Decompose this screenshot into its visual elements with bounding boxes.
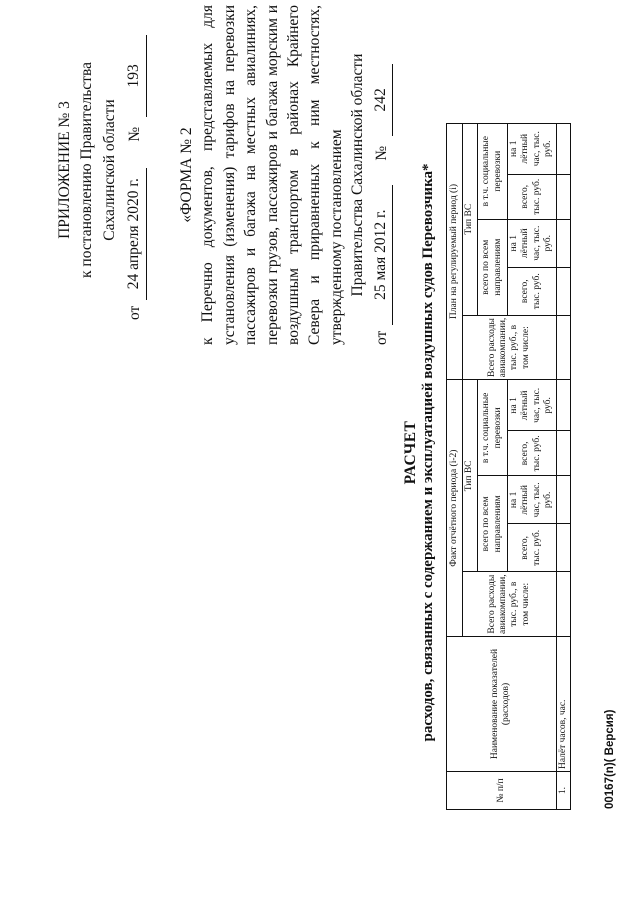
appendix-line-2: Сахалинской области (100, 99, 118, 241)
appendix-number-prefix: № (126, 126, 144, 142)
header-fact-all-directions: всего по всем направлениям (478, 476, 508, 572)
row-1-cell (556, 315, 570, 380)
appendix-date-line (123, 20, 146, 320)
row-1-cell (556, 380, 570, 431)
row-1-cell (556, 431, 570, 476)
row-1-cell (556, 123, 570, 174)
header-indicator-name: Наименование показателей (расходов) (447, 637, 557, 772)
header-fact-all-per-hour: на 1 лётный час, тыс. руб. (508, 476, 557, 524)
form-description: к Перечню документов, представляемых для установления (изменения) тарифов на перевозки пассажиров и багажа на местных авиалиниях, перевозки грузов, пассажиров и багажа морским и воздушным транспортом в районах Крайнего Севера и приравненных к ним местностях, утвержденному постановлением (199, 5, 345, 345)
appendix-title: ПРИЛОЖЕНИЕ № 3 (56, 101, 73, 239)
header-fact-total: Всего расходы авиакомпании, тыс. руб., в том числе: (463, 572, 557, 637)
row-1-num: 1. (556, 772, 570, 810)
expenses-table (446, 123, 571, 810)
header-fact-social-per-hour: на 1 лётный час, тыс. руб. (508, 380, 557, 431)
row-1-cell (556, 174, 570, 219)
form-number-prefix: № (373, 145, 391, 161)
header-plan-social-per-hour: на 1 лётный час, тыс. руб. (508, 123, 557, 174)
header-fact-type-vs: Тип ВС (463, 380, 478, 572)
header-plan-social: в т.ч. социальные перевозки (478, 123, 508, 219)
row-1-cell (556, 219, 570, 267)
row-1-cell (556, 267, 570, 315)
form-title: «ФОРМА № 2 (178, 127, 195, 223)
appendix-number: 193 (123, 35, 146, 117)
appendix-from-prefix: от (126, 305, 144, 320)
header-plan-all-total: всего, тыс. руб. (508, 267, 557, 315)
form-description-last: Правительства Сахалинской области (349, 53, 366, 297)
header-fact-all-total: всего, тыс. руб. (508, 524, 557, 572)
header-fact-social: в т.ч. социальные перевозки (478, 380, 508, 476)
row-1-cell (556, 572, 570, 637)
header-plan-social-total: всего, тыс. руб. (508, 174, 557, 219)
form-date: 25 мая 2012 г. (370, 185, 392, 325)
version-code: 00167(n)( Версия) (604, 709, 616, 809)
row-1-cell (556, 476, 570, 524)
header-num: № п/п (447, 772, 557, 810)
form-header (176, 5, 393, 345)
document-title: РАСЧЕТ (402, 420, 419, 485)
document-subtitle: расходов, связанных с содержанием и эксплуатацией воздушных судов Перевозчика* (420, 163, 436, 742)
row-1-name: Налёт часов, час. (556, 637, 570, 772)
appendix-header (54, 20, 147, 320)
header-fact-social-total: всего, тыс. руб. (508, 431, 557, 476)
form-date-line (370, 5, 392, 345)
form-from-prefix: от (373, 330, 391, 345)
header-plan-total: Всего расходы авиакомпании, тыс. руб., в том числе: (463, 315, 557, 380)
header-plan-type-vs: Тип ВС (463, 123, 478, 315)
appendix-date: 24 апреля 2020 г. (123, 168, 146, 300)
header-plan-period: План на регулируемый период (i) (447, 123, 463, 380)
header-plan-all-directions: всего по всем направлениям (478, 219, 508, 315)
form-number: 242 (370, 64, 392, 136)
header-fact-period: Факт отчётного периода (i-2) (447, 380, 463, 637)
header-plan-all-per-hour: на 1 лётный час, тыс. руб. (508, 219, 557, 267)
row-1-cell (556, 524, 570, 572)
appendix-line-1: к постановлению Правительства (78, 62, 96, 278)
